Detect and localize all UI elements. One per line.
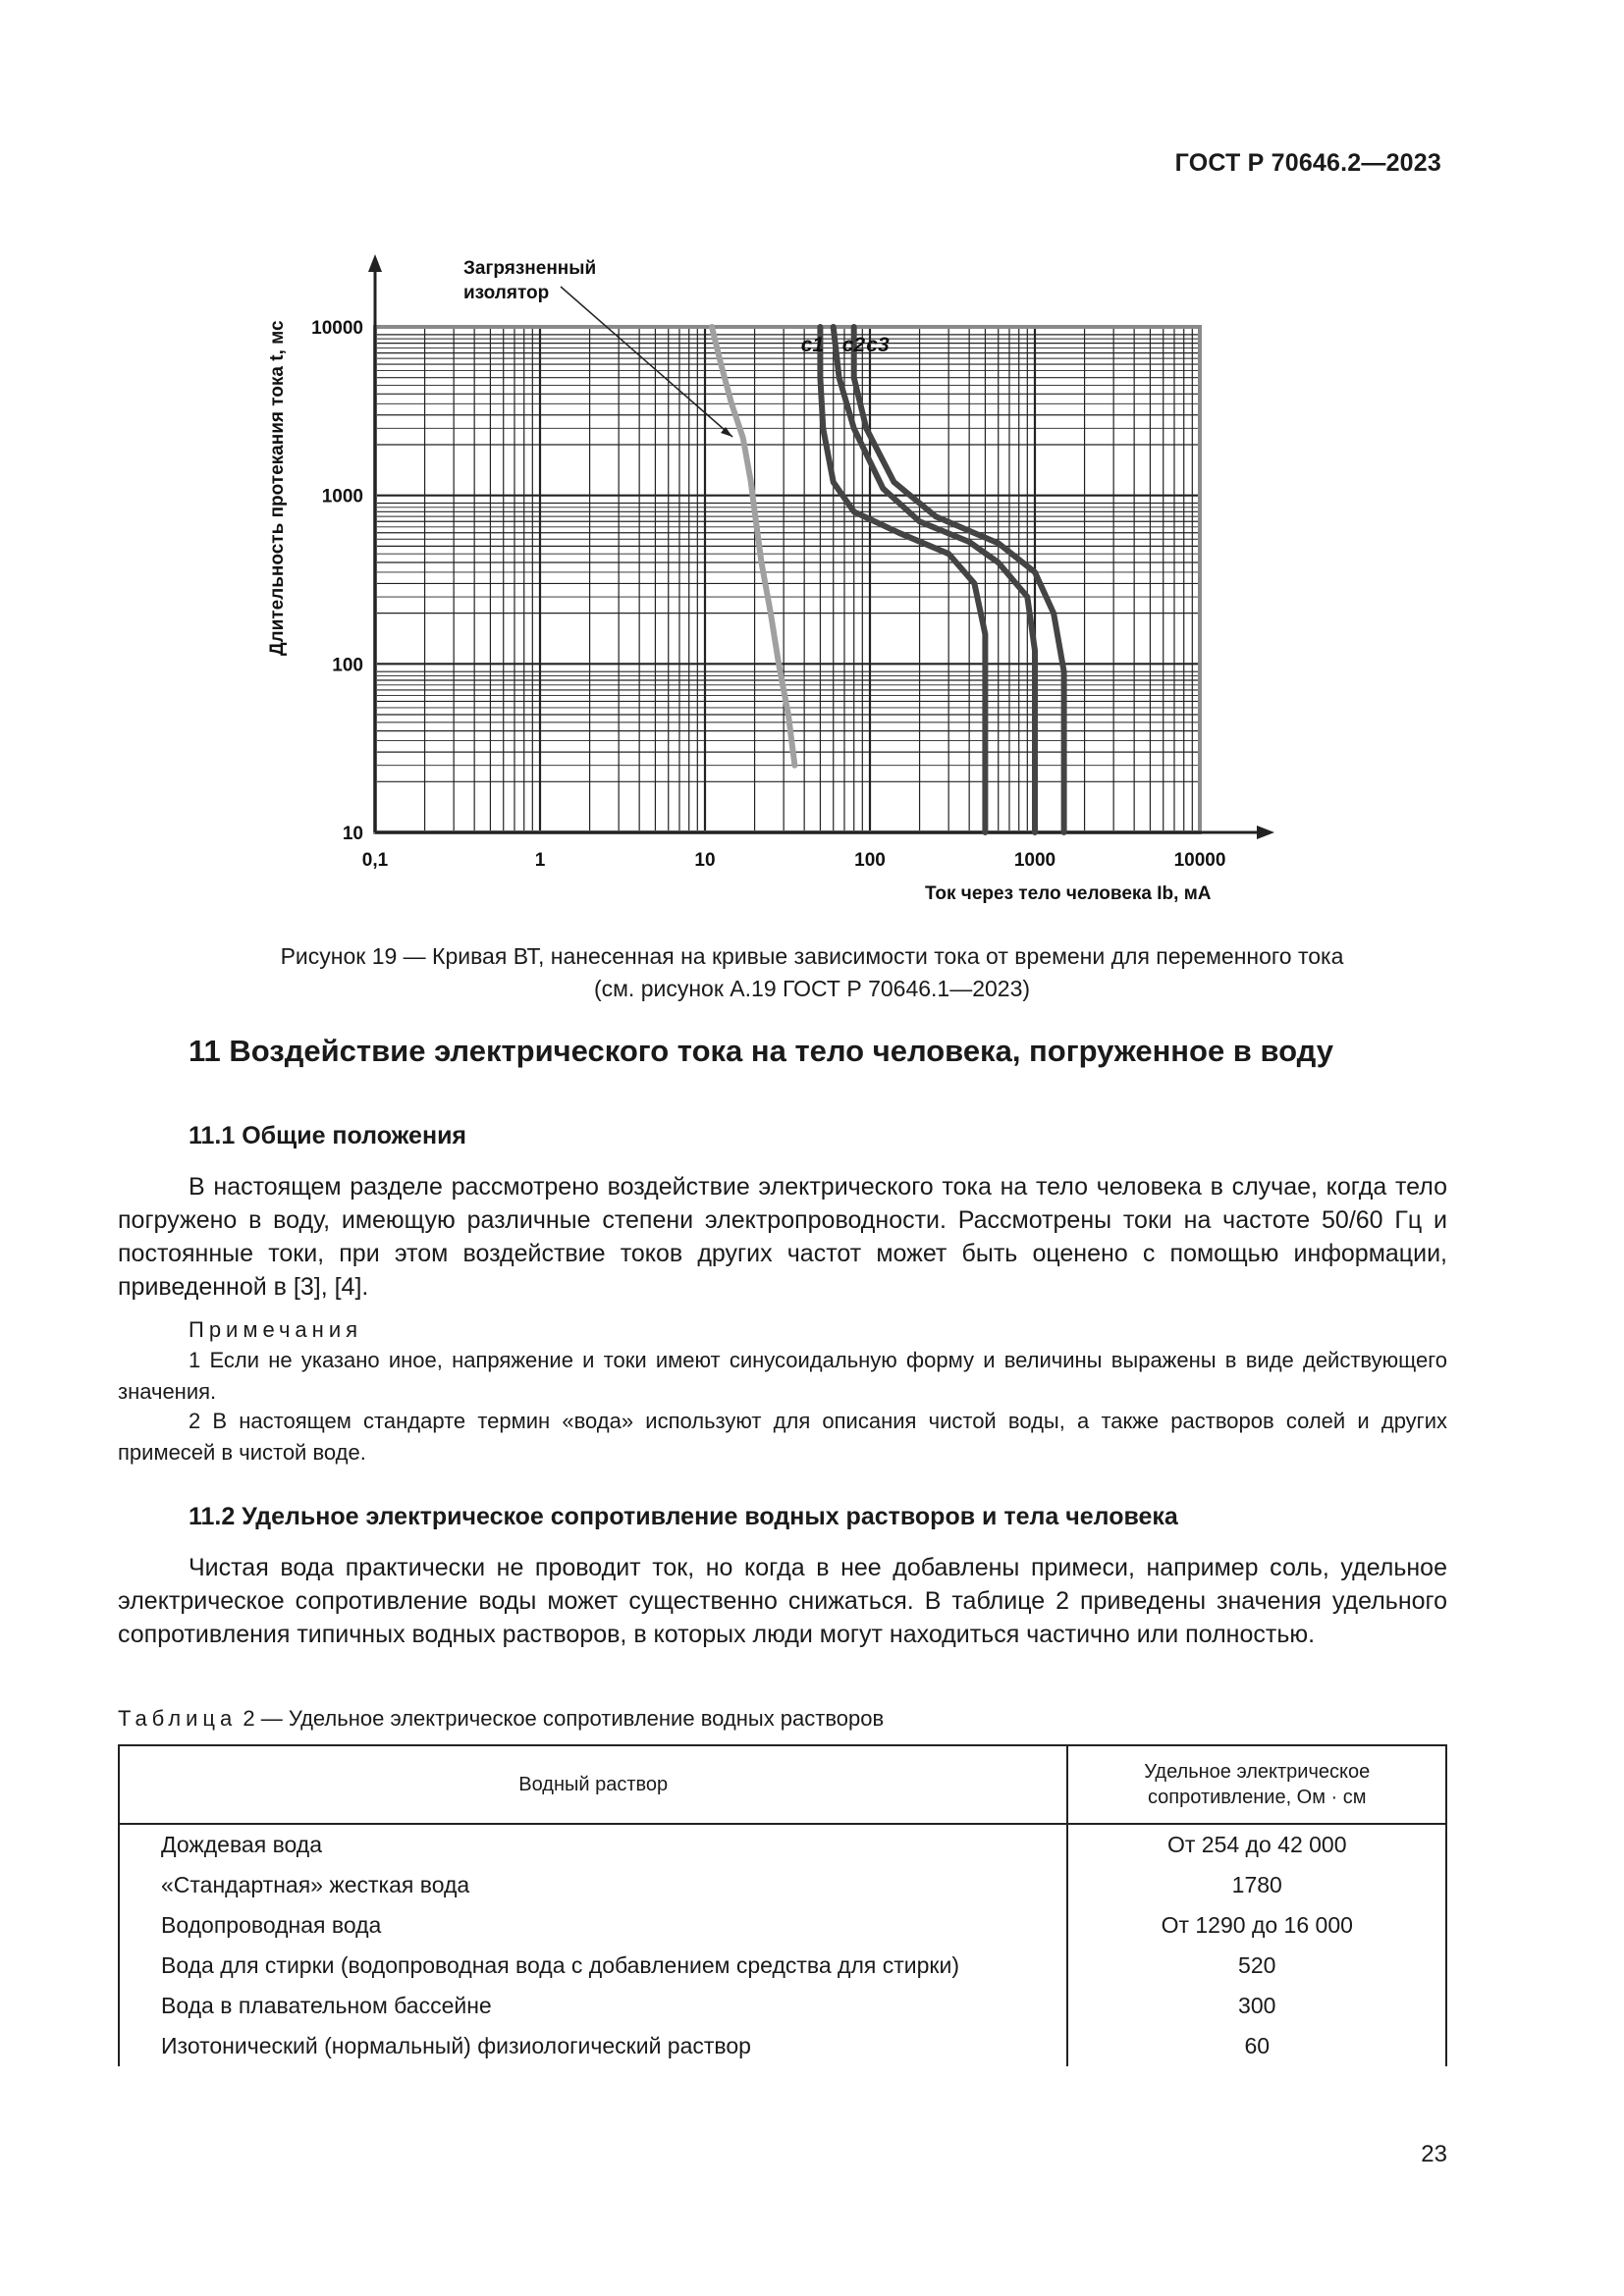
table-row	[119, 1865, 1446, 1905]
subsection-11-1-title: 11.1 Общие положения	[189, 1122, 467, 1149]
series-label-c3: c3	[866, 334, 890, 356]
cell-resistivity: 1780	[1067, 1865, 1446, 1905]
document-id: ГОСТ Р 70646.2—2023	[1174, 149, 1441, 177]
resistivity-table	[118, 1744, 1447, 2066]
cell-resistivity: 300	[1067, 1986, 1446, 2026]
figure-caption	[118, 940, 1506, 1005]
table-row	[119, 1905, 1446, 1946]
cell-resistivity: 520	[1067, 1946, 1446, 1986]
table-row	[119, 2026, 1446, 2066]
plot-frame	[375, 327, 1200, 832]
annotation-leader	[561, 287, 732, 437]
y-tick-label: 10000	[311, 318, 363, 339]
y-tick-label: 10	[342, 824, 363, 844]
figure-caption-line2: (см. рисунок А.19 ГОСТ Р 70646.1—2023)	[593, 976, 1031, 1001]
table-row	[119, 1946, 1446, 1986]
section-11-title: 11 Воздействие электрического тока на тело человека, погруженное в воду	[189, 1034, 1333, 1068]
header-resistivity-line2: сопротивление, Ом · см	[1147, 1787, 1367, 1808]
x-tick-label: 100	[854, 850, 886, 871]
table-caption-text: 2 — Удельное электрическое сопротивление водных растворов	[237, 1706, 885, 1731]
table-row	[119, 1824, 1446, 1865]
x-tick-label: 10	[694, 850, 716, 871]
x-tick-label: 1000	[1013, 850, 1056, 871]
header-solution: Водный раствор	[119, 1745, 1067, 1824]
cell-solution: «Стандартная» жесткая вода	[119, 1865, 1067, 1905]
y-axis-title: Длительность протекания тока t, мс	[267, 320, 288, 656]
cell-solution: Дождевая вода	[119, 1824, 1067, 1865]
curve-c2	[834, 327, 1035, 832]
notes-heading: Примечания	[189, 1317, 363, 1342]
series-label-c2: c2	[841, 334, 866, 356]
y-axis-arrow	[368, 254, 382, 272]
table-caption-prefix: Таблица	[118, 1706, 238, 1731]
x-tick-label: 1	[534, 850, 546, 871]
x-axis-arrow	[1257, 826, 1274, 839]
note-1: 1 Если не указано иное, напряжение и токи имеют синусоидальную форму и величины выражены в виде действующего значения.	[118, 1348, 1447, 1404]
series-label-c1: c1	[800, 334, 825, 356]
page-number: 23	[1421, 2141, 1447, 2167]
table-caption	[118, 1706, 884, 1732]
table-header-row	[119, 1745, 1446, 1824]
cell-solution: Вода в плавательном бассейне	[119, 1986, 1067, 2026]
header-resistivity-line1: Удельное электрическое	[1144, 1761, 1371, 1783]
paragraph-11-1: В настоящем разделе рассмотрено воздействие электрического тока на тело человека в случае, когда тело погружено в воду, имеющую различные степени электропроводности. Рассмотрены токи на частоте 50/60 Гц и постоянные токи, при этом воздействие токов других частот может быть оценено с помощью информации, приведенной в [3], [4].	[118, 1173, 1447, 1301]
x-tick-label: 10000	[1173, 850, 1226, 871]
cell-solution: Водопроводная вода	[119, 1905, 1067, 1946]
x-tick-label: 0,1	[361, 850, 389, 871]
cell-solution: Изотонический (нормальный) физиологический раствор	[119, 2026, 1067, 2066]
cell-resistivity: От 254 до 42 000	[1067, 1824, 1446, 1865]
annotation-polluted-insulator: Загрязненный изолятор	[463, 258, 597, 303]
x-axis-title: Ток через тело человека Ib, мА	[925, 883, 1212, 904]
y-tick-label: 100	[332, 655, 363, 676]
note-2: 2 В настоящем стандарте термин «вода» используют для описания чистой воды, а также растворов солей и других примесей в чистой воде.	[118, 1409, 1447, 1465]
cell-resistivity: 60	[1067, 2026, 1446, 2066]
cell-resistivity: От 1290 до 16 000	[1067, 1905, 1446, 1946]
table-row	[119, 1986, 1446, 2026]
subsection-11-2-title: 11.2 Удельное электрическое сопротивление водных растворов и тела человека	[189, 1503, 1178, 1530]
time-current-chart	[245, 250, 1276, 918]
header-resistivity	[1067, 1745, 1446, 1824]
cell-solution: Вода для стирки (водопроводная вода с добавлением средства для стирки)	[119, 1946, 1067, 1986]
figure-caption-line1: Рисунок 19 — Кривая ВТ, нанесенная на кривые зависимости тока от времени для переменного тока	[280, 943, 1344, 969]
y-tick-label: 1000	[321, 486, 363, 507]
paragraph-11-2: Чистая вода практически не проводит ток, но когда в нее добавлены примеси, например соль, удельное электрическое сопротивление воды может существенно снижаться. В таблице 2 приведены значения удельного сопротивления типичных водных растворов, в которых люди могут находиться частично или полностью.	[118, 1554, 1447, 1648]
